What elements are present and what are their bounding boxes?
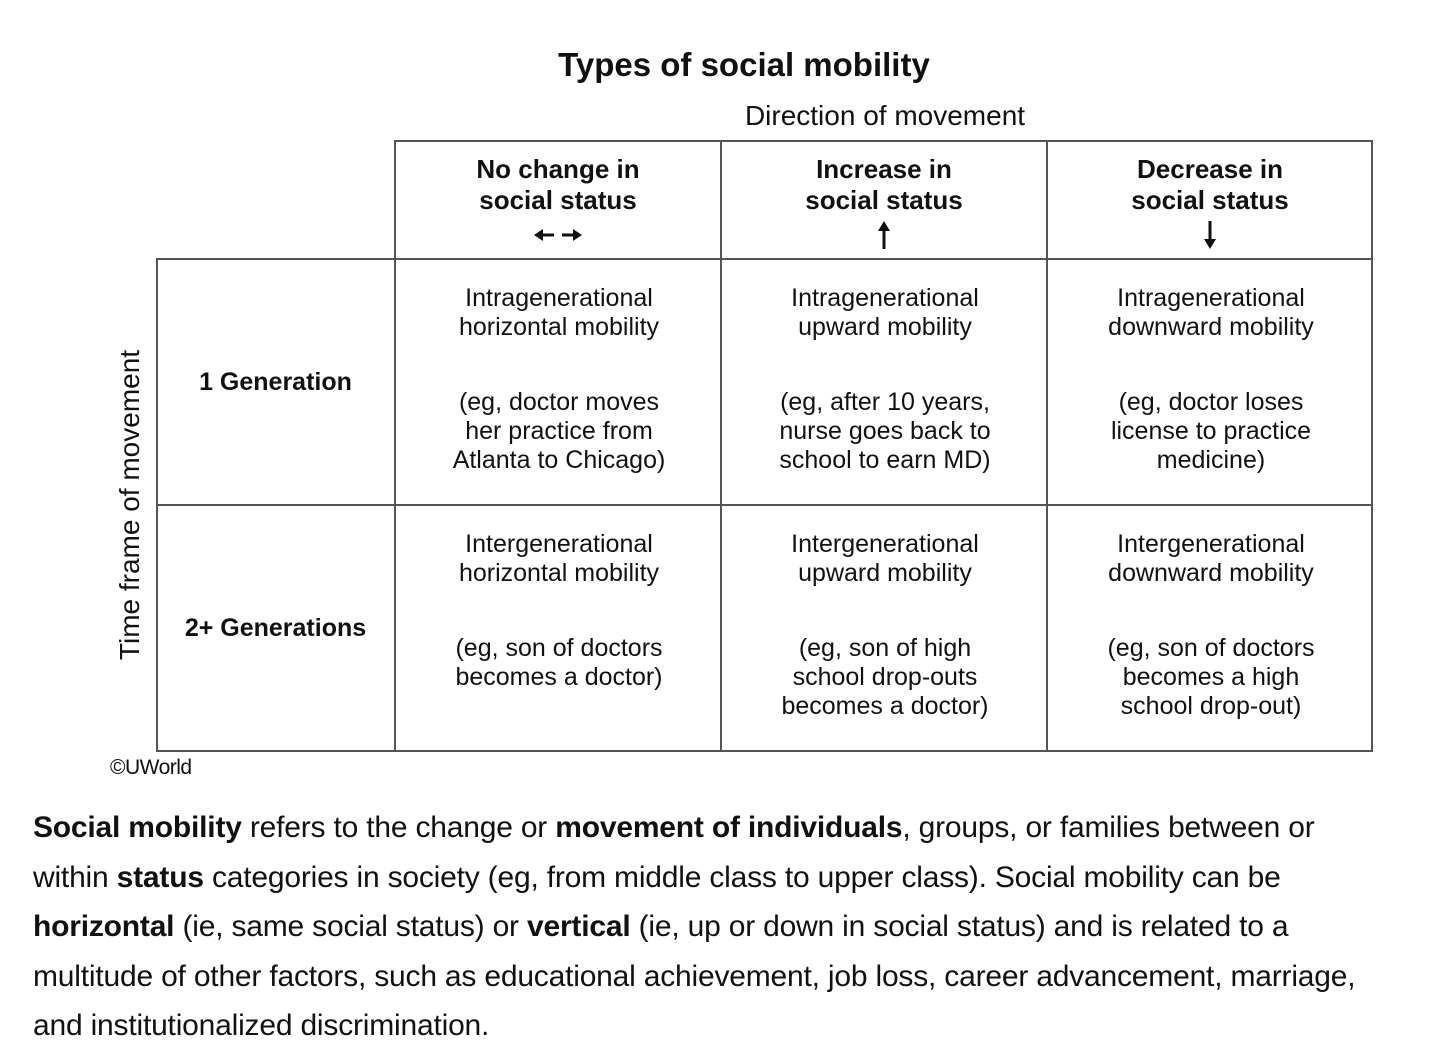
paragraph-line [33, 803, 1440, 853]
paragraph-text: categories in society (eg, from middle class to upper class). Social mobility can be [203, 860, 1281, 894]
row-header-2-generations: 2+ Generations [184, 613, 367, 642]
explanation-paragraph [33, 803, 1440, 1051]
matrix-cell [722, 260, 1048, 504]
mobility-example: (eg, son of doctors becomes a doctor) [455, 634, 663, 691]
column-header-line: social status [479, 185, 637, 215]
column-header-no-change [395, 140, 721, 259]
column-header-increase [721, 140, 1047, 259]
paragraph-text: (ie, same social status) or [174, 910, 527, 943]
matrix-cell [396, 260, 722, 504]
paragraph-text: , groups, or families between or [902, 811, 1315, 844]
paragraph-text: within [33, 860, 117, 894]
mobility-type: Intergenerational horizontal mobility [458, 530, 660, 587]
bold-term: horizontal [33, 910, 175, 943]
figure-title: Types of social mobility [558, 46, 930, 83]
direction-axis-label: Direction of movement [744, 100, 1026, 131]
paragraph-text: and institutionalized discrimination. [33, 1009, 490, 1042]
copyright-credit: ©UWorld [110, 756, 192, 779]
row-header-1-generation: 1 Generation [199, 367, 352, 396]
mobility-example: (eg, son of high school drop-outs becomes a doctor) [781, 634, 989, 720]
paragraph-line [33, 952, 1440, 1002]
matrix-cell [1048, 506, 1374, 750]
matrix-cell [396, 506, 722, 750]
timeframe-axis-label: Time frame of movement [114, 349, 145, 661]
paragraph-line [33, 902, 1440, 952]
paragraph-text: multitude of other factors, such as educational achievement, job loss, career advancement, marriage, [33, 959, 1356, 993]
grid-line [156, 750, 1373, 752]
mobility-type: Intragenerational horizontal mobility [458, 284, 660, 341]
bold-term: movement of individuals [555, 811, 903, 844]
paragraph-line [33, 1001, 1440, 1051]
mobility-example: (eg, doctor loses license to practice medicine) [1110, 388, 1312, 474]
bold-term: status [116, 860, 204, 894]
mobility-example: (eg, son of doctors becomes a high school drop-out) [1107, 634, 1315, 720]
column-header-line: Increase in [816, 154, 952, 184]
column-header-line: Decrease in [1137, 154, 1283, 184]
bold-term: Social mobility [33, 811, 242, 844]
up-arrow-icon [875, 222, 893, 248]
mobility-type: Intragenerational upward mobility [791, 284, 979, 341]
mobility-type: Intergenerational downward mobility [1108, 530, 1314, 587]
bold-term: vertical [526, 910, 631, 943]
column-header-line: social status [1131, 185, 1289, 215]
matrix-cell [1048, 260, 1374, 504]
column-header-line: No change in [476, 154, 640, 184]
mobility-example: (eg, doctor moves her practice from Atlanta to Chicago) [452, 388, 666, 474]
down-arrow-icon [1201, 222, 1219, 248]
paragraph-text: (ie, up or down in social status) and is related to a [630, 910, 1289, 943]
mobility-example: (eg, after 10 years, nurse goes back to school to earn MD) [779, 388, 991, 474]
mobility-type: Intragenerational downward mobility [1108, 284, 1314, 341]
left-right-arrows-icon [534, 222, 582, 248]
column-header-line: social status [805, 185, 963, 215]
paragraph-line [33, 853, 1440, 903]
mobility-type: Intergenerational upward mobility [791, 530, 979, 587]
paragraph-text: refers to the change or [241, 811, 556, 844]
matrix-cell [722, 506, 1048, 750]
column-header-decrease [1047, 140, 1373, 259]
